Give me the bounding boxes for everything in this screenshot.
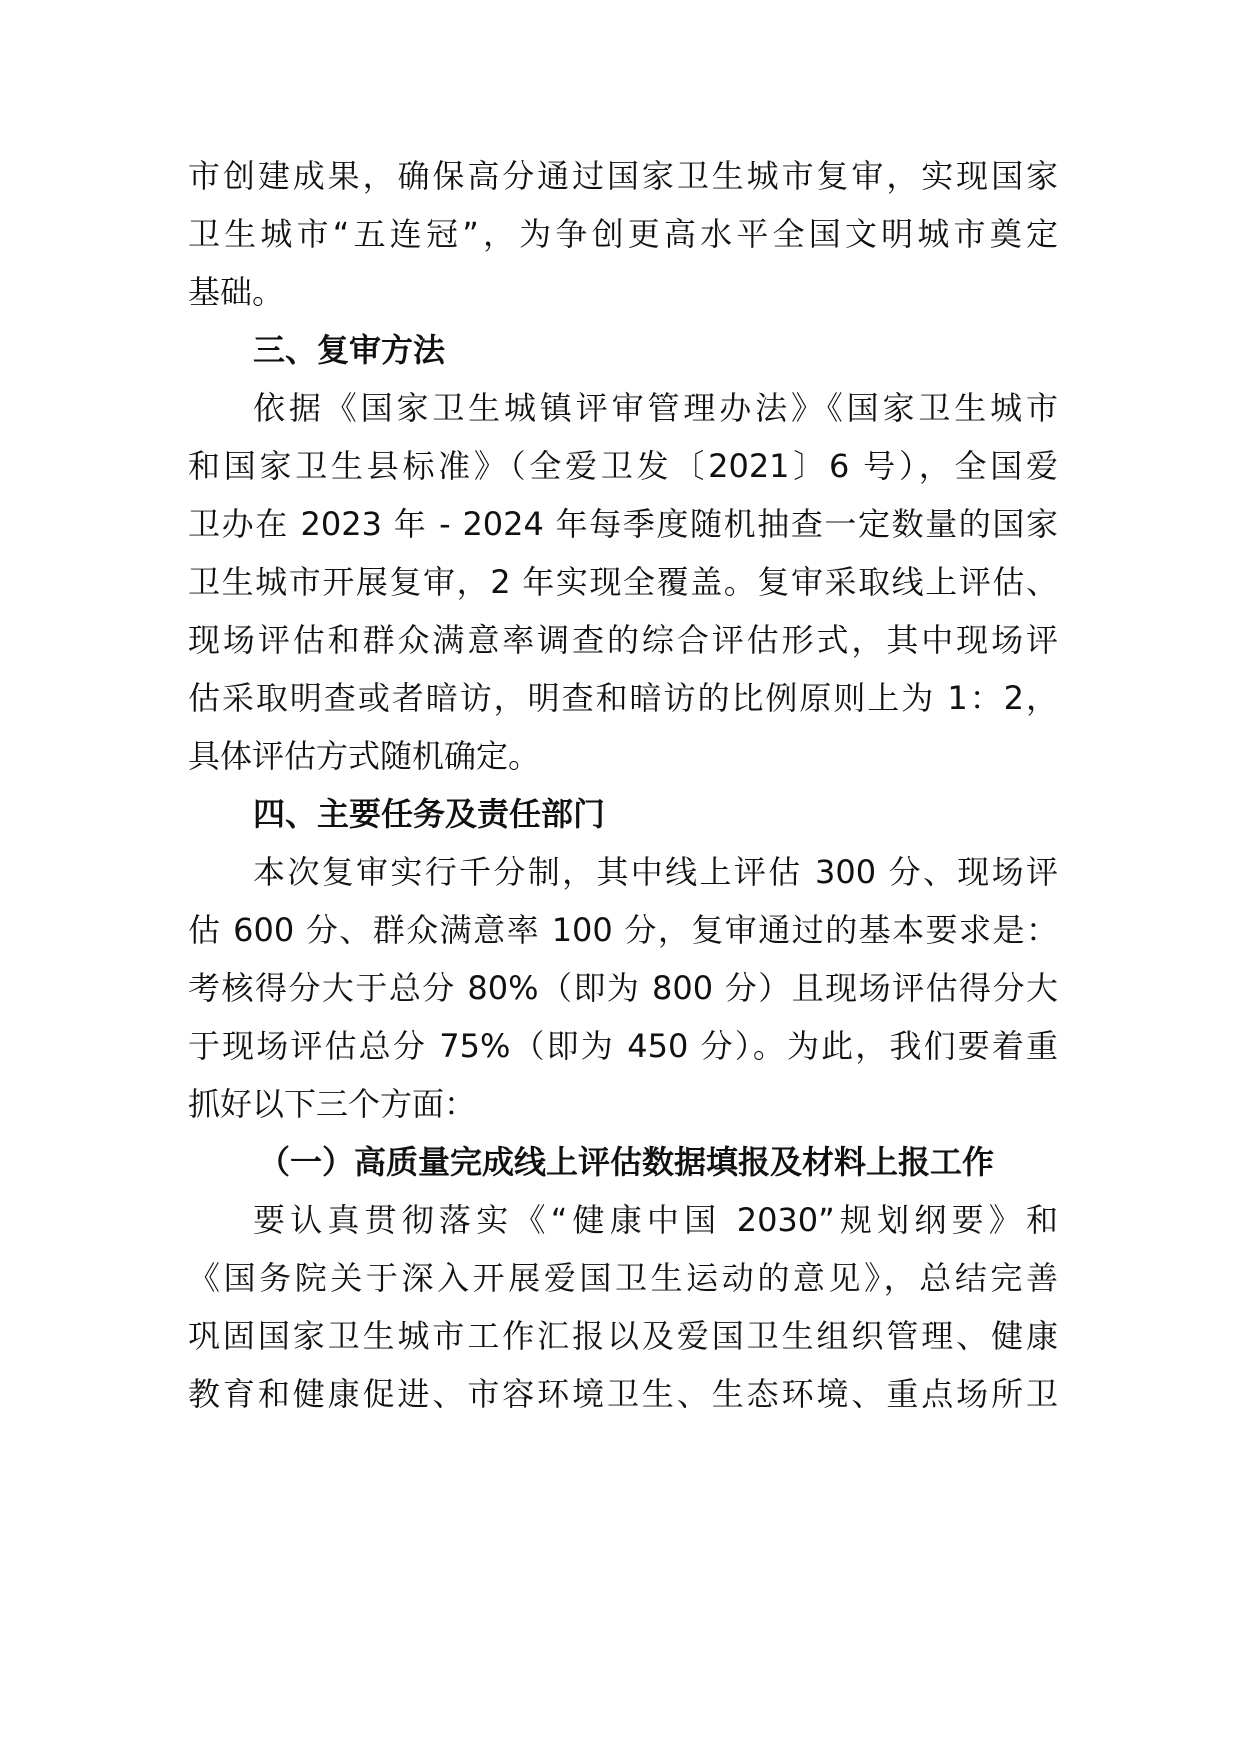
body-line-7: 卫办在 2023 年 - 2024 年每季度随机抽查一定数量的国家	[188, 505, 1058, 543]
body-line-21: 巩固国家卫生城市工作汇报以及爱国卫生组织管理、健康	[188, 1317, 1058, 1355]
body-line-6: 和国家卫生县标准》（全爱卫发〔2021〕6 号），全国爱	[188, 447, 1058, 485]
body-line-2: 卫生城市“五连冠”，为争创更高水平全国文明城市奠定	[188, 215, 1058, 253]
body-line-9: 现场评估和群众满意率调查的综合评估形式，其中现场评	[188, 621, 1058, 659]
body-line-19: 要认真贯彻落实《“健康中国 2030”规划纲要》和	[253, 1201, 1058, 1239]
body-line-14: 估 600 分、群众满意率 100 分，复审通过的基本要求是：	[188, 911, 1058, 949]
body-line-3: 基础。	[188, 273, 285, 311]
body-line-22: 教育和健康促进、市容环境卫生、生态环境、重点场所卫	[188, 1375, 1058, 1413]
subsection-heading-1: （一）高质量完成线上评估数据填报及材料上报工作	[258, 1143, 995, 1181]
body-line-16: 于现场评估总分 75%（即为 450 分）。为此，我们要着重	[188, 1027, 1058, 1065]
body-line-1: 市创建成果，确保高分通过国家卫生城市复审，实现国家	[188, 157, 1058, 195]
body-line-8: 卫生城市开展复审，2 年实现全覆盖。复审采取线上评估、	[188, 563, 1058, 601]
body-line-20: 《国务院关于深入开展爱国卫生运动的意见》，总结完善	[188, 1259, 1058, 1297]
body-line-11: 具体评估方式随机确定。	[188, 737, 541, 775]
section-heading-3: 三、复审方法	[253, 331, 446, 369]
body-line-10: 估采取明查或者暗访，明查和暗访的比例原则上为 1：2，	[188, 679, 1058, 717]
body-line-13: 本次复审实行千分制，其中线上评估 300 分、现场评	[253, 853, 1058, 891]
section-heading-4: 四、主要任务及责任部门	[253, 795, 606, 833]
body-line-15: 考核得分大于总分 80%（即为 800 分）且现场评估得分大	[188, 969, 1058, 1007]
body-line-5: 依据《国家卫生城镇评审管理办法》《国家卫生城市	[253, 389, 1058, 427]
body-line-17: 抓好以下三个方面：	[188, 1085, 477, 1123]
